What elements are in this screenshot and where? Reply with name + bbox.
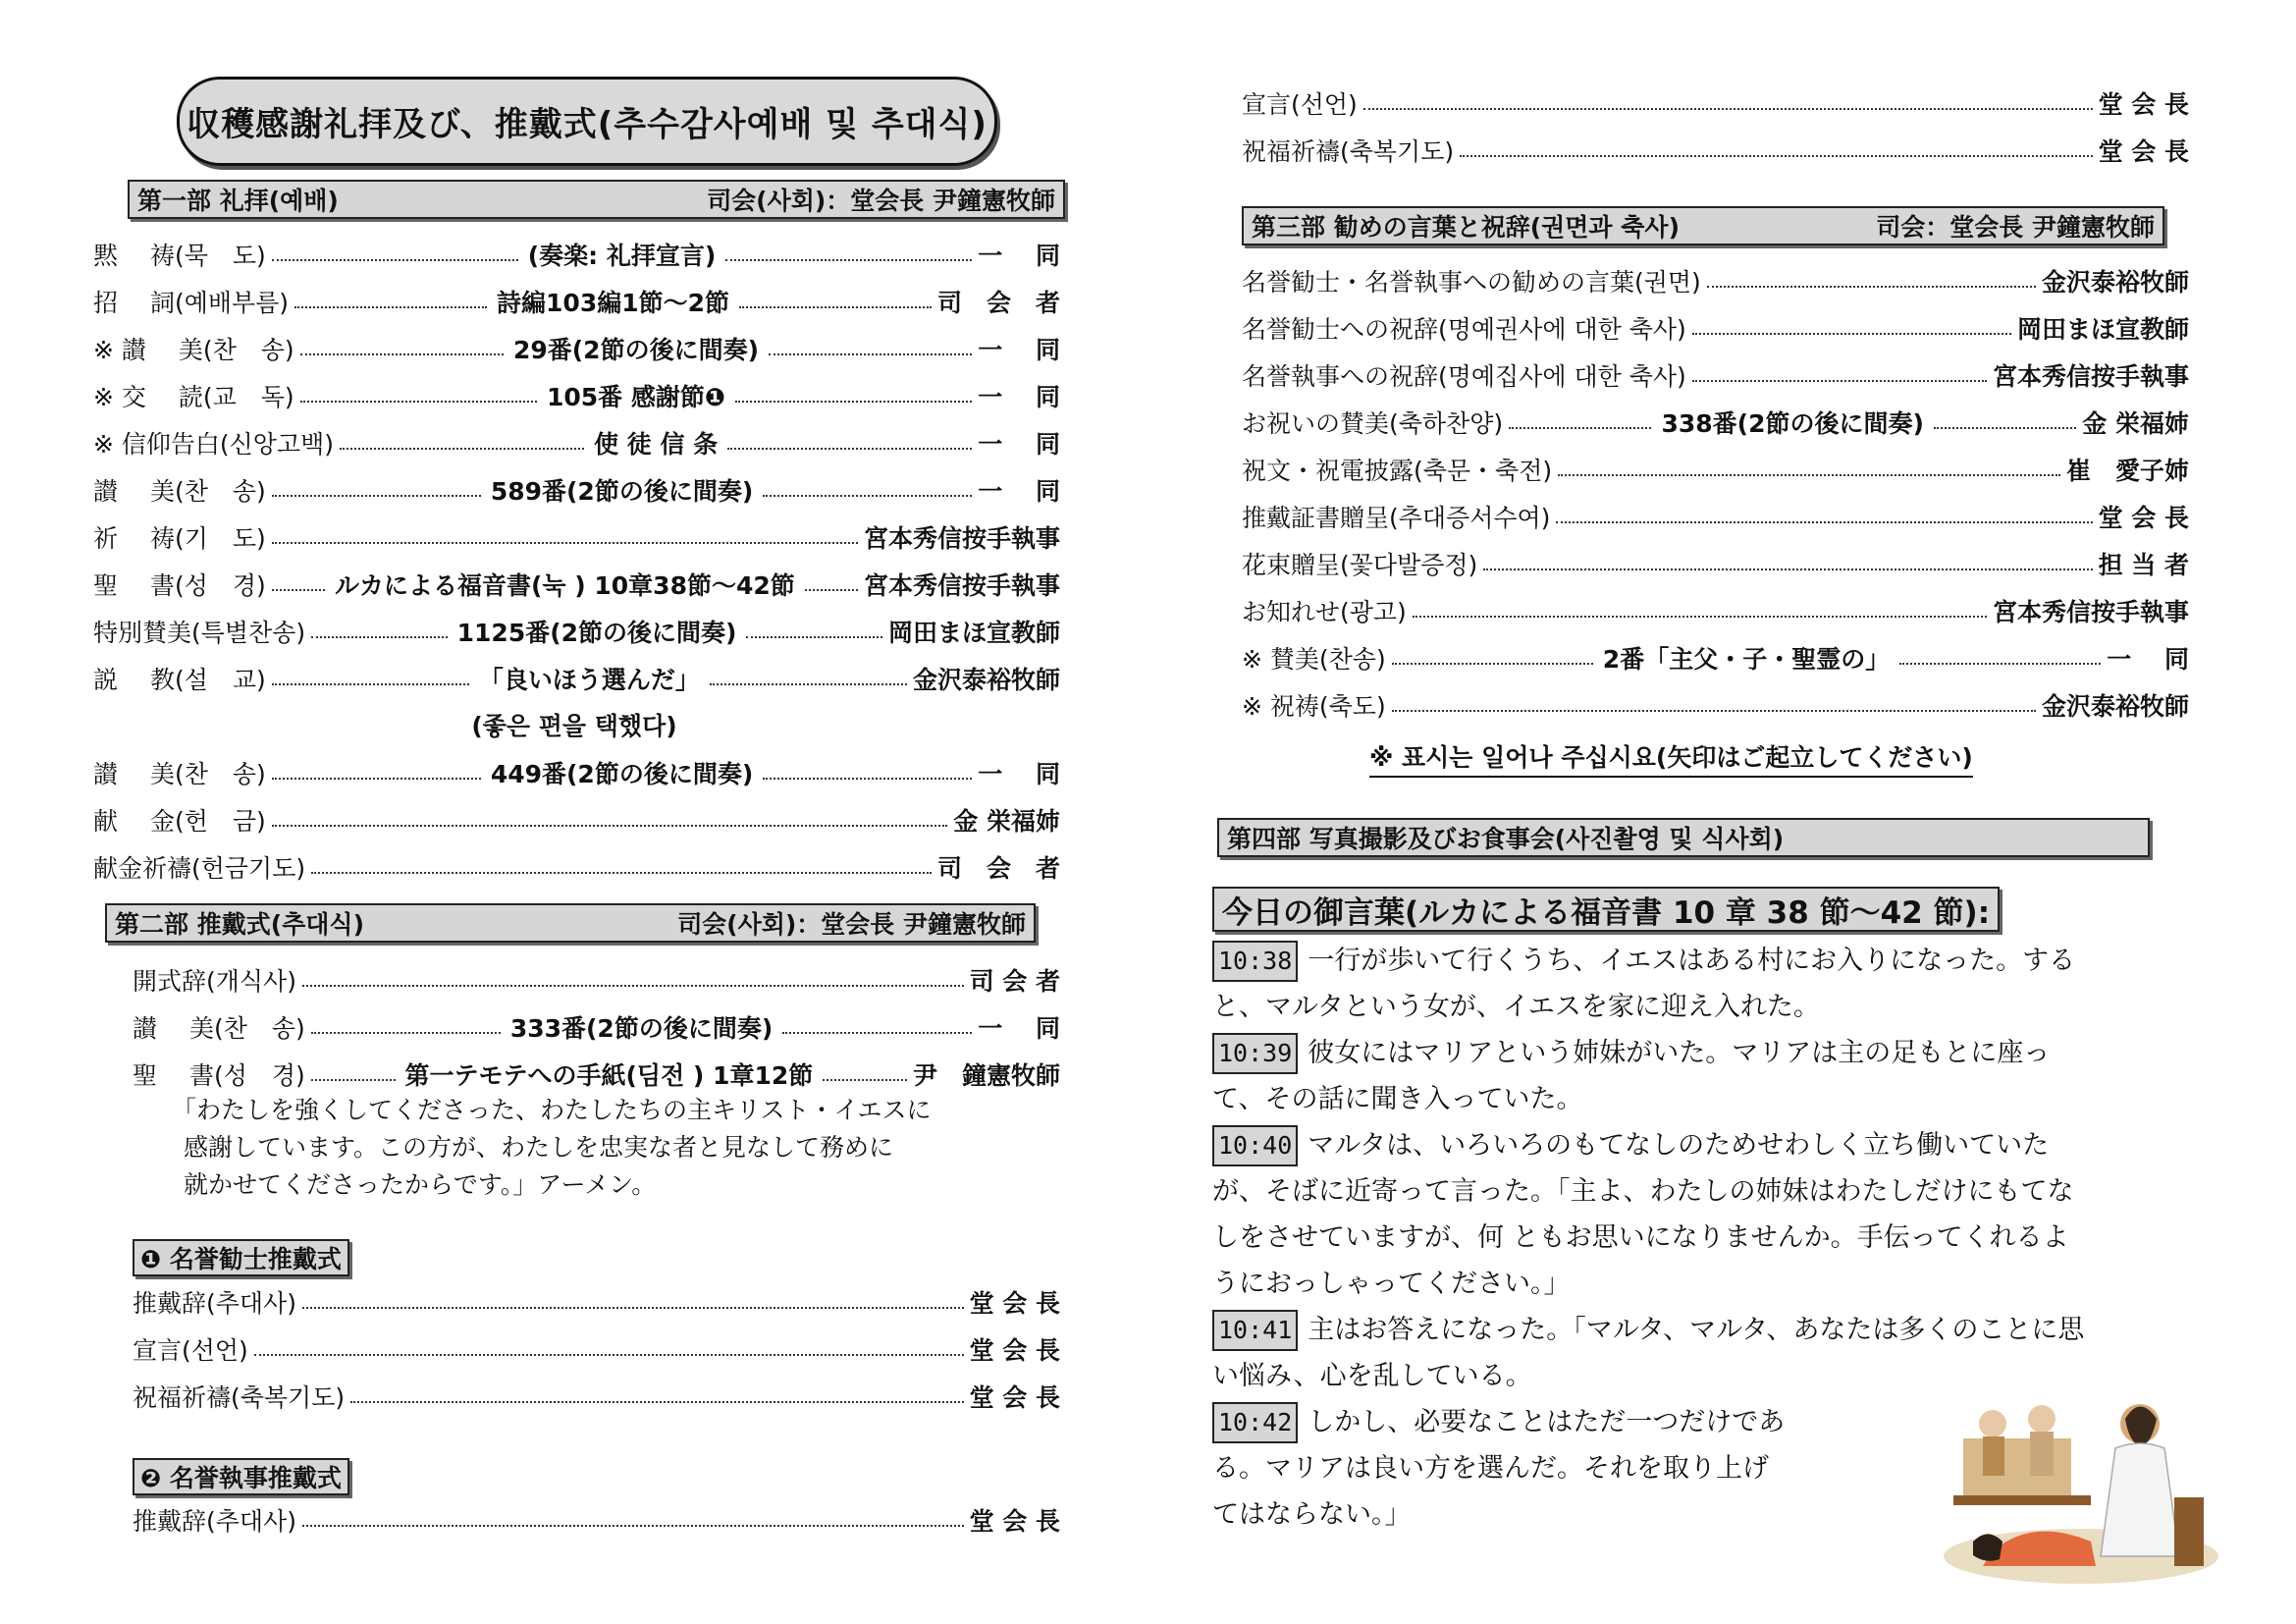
- item-person: 堂 会 長: [2098, 90, 2189, 119]
- verse-line: [1212, 938, 2204, 984]
- leader-dots: [746, 636, 882, 638]
- item-person: 岡田まほ宣教師: [888, 619, 1061, 647]
- item-label: 特別賛美(특별찬송): [93, 619, 306, 647]
- item-detail: 105番 感謝節❶: [546, 383, 725, 411]
- leader-dots: [1707, 286, 2036, 288]
- leader-dots: [1392, 710, 2036, 712]
- verse-10-38: [1212, 938, 2204, 1030]
- leader-dots: [739, 306, 932, 308]
- leader-dots: [302, 1525, 964, 1527]
- item-person: 司 会 者: [969, 967, 1060, 996]
- item-detail: 1125番(2節の後に間奏): [456, 619, 737, 647]
- item-label: 推戴証書贈呈(추대증서수여): [1242, 504, 1551, 532]
- item-detail: ルカによる福音書(눅 ) 10章38節～42節: [334, 571, 795, 600]
- item-label: ※ 信仰告白(신앙고백): [93, 430, 335, 459]
- item-detail: 449番(2節の後に間奏): [490, 760, 754, 788]
- part3-row: [1242, 355, 2189, 395]
- item-person: 金 栄福姉: [2082, 409, 2190, 438]
- part1-row: [93, 376, 1060, 415]
- leader-dots: [1392, 663, 1593, 665]
- leader-dots: [272, 542, 858, 544]
- item-label: 讃 美(찬 송): [133, 1014, 305, 1043]
- item-detail: (奏楽: 礼拝宣言): [527, 242, 717, 270]
- leader-dots: [311, 872, 932, 874]
- item-label: 黙 祷(묵 도): [93, 242, 266, 270]
- item-label: 花束贈呈(꽃다발증정): [1242, 551, 1478, 579]
- verse-number: 10:42: [1212, 1402, 1298, 1443]
- part2-row: [133, 960, 1060, 1000]
- verse-line: [1212, 1215, 2204, 1261]
- leader-dots: [311, 1079, 396, 1081]
- leader-dots: [340, 448, 584, 450]
- item-label: 名誉執事への祝辞(명예집사에 대한 축사): [1242, 362, 1686, 391]
- item-detail: 338番(2節の後に間奏): [1661, 409, 1924, 438]
- item-person: 堂 会 長: [969, 1507, 1060, 1536]
- part1-row: [93, 282, 1060, 321]
- verse-text: うにおっしゃってください。」: [1212, 1269, 1571, 1299]
- part3-row: [1242, 591, 2189, 630]
- part3-row: [1242, 403, 2189, 442]
- right-top-row: [1242, 131, 2189, 170]
- leader-dots: [300, 353, 504, 355]
- leader-dots: [272, 259, 518, 261]
- item-person: 一 同: [2107, 645, 2190, 674]
- leader-dots: [254, 1354, 964, 1356]
- item-person: 金沢泰裕牧師: [913, 666, 1061, 694]
- verse-number: 10:38: [1212, 941, 1298, 982]
- part3-heading: 第三部 勧めの言葉と祝辞(권면과 축사) 司会：堂会長 尹鐘憲牧師: [1242, 206, 2164, 245]
- leader-dots: [272, 495, 481, 497]
- leader-dots: [710, 683, 907, 685]
- leader-dots: [805, 589, 858, 591]
- item-person: 金沢泰裕牧師: [2041, 692, 2189, 721]
- item-person: 金 栄福姉: [953, 807, 1060, 836]
- leader-dots: [763, 495, 972, 497]
- item-label: 祝文・祝電披露(축문・축전): [1242, 457, 1553, 485]
- part1-row: [93, 517, 1060, 557]
- part4-heading: 第四部 写真撮影及びお食事会(사진촬영 및 식사회): [1217, 818, 2150, 857]
- verse-line: [1212, 1307, 2204, 1353]
- sub2-heading: ❷ 名誉執事推戴式: [133, 1458, 349, 1495]
- item-label: 推戴辞(추대사): [133, 1289, 296, 1318]
- item-detail: 29番(2節の後に間奏): [512, 336, 759, 364]
- leader-dots: [302, 1307, 964, 1309]
- leader-dots: [1413, 616, 1987, 618]
- item-person: 宮本秀信按手執事: [1992, 362, 2189, 391]
- part3-row: [1242, 497, 2189, 536]
- item-label: 招 詞(예배부름): [93, 289, 290, 317]
- sub1-row: [133, 1329, 1060, 1369]
- item-label: お祝いの賛美(축하찬양): [1242, 409, 1504, 438]
- leader-dots: [294, 306, 487, 308]
- jesus-martha-mary-illustration: [1934, 1380, 2218, 1586]
- item-person: 宮本秀信按手執事: [863, 524, 1060, 553]
- leader-dots: [302, 985, 964, 987]
- item-label: 聖 書(성 경): [93, 571, 266, 600]
- part1-row: [93, 470, 1060, 510]
- part1-row: [93, 659, 1060, 698]
- scripture-heading: 今日の御言葉(ルカによる福音書 10 章 38 節～42 節):: [1212, 887, 2000, 932]
- part3-row: [1242, 638, 2189, 677]
- item-label: 開式辞(개식사): [133, 967, 296, 996]
- item-label: 讃 美(찬 송): [93, 760, 266, 788]
- part1-row: [93, 612, 1060, 651]
- leader-dots: [727, 448, 972, 450]
- item-person: 堂 会 長: [969, 1383, 1060, 1412]
- part3-row: [1242, 450, 2189, 489]
- item-label: 説 教(설 교): [93, 666, 266, 694]
- verse-10-39: [1212, 1030, 2204, 1122]
- leader-dots: [1692, 333, 2011, 335]
- verse-text: と、マルタという女が、イエスを家に迎え入れた。: [1212, 992, 1820, 1022]
- leader-dots: [350, 1401, 963, 1403]
- part1-row: [93, 565, 1060, 604]
- item-label: 名誉勧士への祝辞(명예권사에 대한 축사): [1242, 315, 1686, 344]
- part1b-row: [93, 753, 1060, 792]
- verse-text: 彼女にはマリアという姉妹がいた。マリアは主の足もとに座っ: [1308, 1038, 2051, 1068]
- part3-row: [1242, 261, 2189, 300]
- leader-dots: [1899, 663, 2101, 665]
- sub1-row: [133, 1282, 1060, 1322]
- leader-dots: [272, 778, 481, 780]
- leader-dots: [1363, 108, 2093, 110]
- leader-dots: [1556, 521, 2092, 523]
- leader-dots: [823, 1079, 907, 1081]
- verse-text: る。マリアは良い方を選んだ。それを取り上げ: [1212, 1453, 1769, 1484]
- part2-row: [133, 1055, 1060, 1094]
- item-label: お知れせ(광고): [1242, 598, 1407, 626]
- item-person: 一 同: [978, 383, 1060, 411]
- leader-dots: [1934, 427, 2076, 429]
- item-person: 金沢泰裕牧師: [2041, 268, 2189, 297]
- item-detail: 2番「主父・子・聖霊の」: [1602, 645, 1891, 674]
- scripture-quote: 「わたしを強くしてくださった、わたしたちの主キリスト・イエスに 感謝しています。この方が、わたしを忠実な者と見なして務めに 就かせてくださったからです。」アーメン。: [172, 1096, 932, 1199]
- item-person: 尹 鐘憲牧師: [912, 1061, 1060, 1090]
- item-person: 一 同: [978, 336, 1061, 364]
- item-label: 讃 美(찬 송): [93, 477, 266, 506]
- verse-10-40: [1212, 1122, 2204, 1307]
- verse-line: [1212, 1076, 2204, 1122]
- leader-dots: [1483, 568, 2092, 570]
- item-label: 宣言(선언): [133, 1336, 248, 1365]
- verse-line: [1212, 1261, 2204, 1307]
- item-person: 一 同: [978, 242, 1061, 270]
- leader-dots: [735, 401, 972, 403]
- leader-dots: [272, 589, 325, 591]
- verse-text: しをさせていますが、何 ともお思いになりませんか。手伝ってくれるよ: [1212, 1222, 2069, 1253]
- sub2-row: [133, 1500, 1060, 1540]
- item-person: 一 同: [978, 1014, 1061, 1043]
- item-detail: 333番(2節の後に間奏): [509, 1014, 774, 1043]
- leader-dots: [311, 636, 448, 638]
- item-label: 祈 祷(기 도): [93, 524, 266, 553]
- sub1-heading: ❶ 名誉勧士推戴式: [133, 1239, 349, 1276]
- item-label: ※ 賛美(찬송): [1242, 645, 1386, 674]
- leader-dots: [1509, 427, 1651, 429]
- item-person: 一 同: [978, 760, 1061, 788]
- verse-text: 主はお答えになった。「マルタ、マルタ、あなたは多くのことに思: [1308, 1315, 2085, 1345]
- item-person: 堂 会 長: [969, 1289, 1060, 1318]
- verse-line: [1212, 1122, 2204, 1168]
- part2-row: [133, 1007, 1060, 1047]
- leader-dots: [272, 683, 469, 685]
- leader-dots: [300, 401, 537, 403]
- item-person: 堂 会 長: [969, 1336, 1060, 1365]
- verse-line: [1212, 984, 2204, 1030]
- verse-text: 一行が歩いて行くうち、イエスはある村にお入りになった。する: [1308, 946, 2076, 976]
- verse-text: てはならない。」: [1212, 1499, 1412, 1530]
- part1-row: [93, 235, 1060, 274]
- verse-text: い悩み、心を乱している。: [1212, 1361, 1532, 1391]
- item-label: 献 金(헌 금): [93, 807, 266, 836]
- item-label: 名誉勧士・名誉執事への勧めの言葉(권면): [1242, 268, 1701, 297]
- verse-text: マルタは、いろいろのもてなしのためせわしく立ち働いていた: [1308, 1130, 2050, 1161]
- item-person: 司 会 者: [936, 289, 1060, 317]
- part2-heading: 第二部 推戴式(추대식) 司会(사회)：堂会長 尹鐘憲牧師: [105, 903, 1036, 943]
- item-label: ※ 讃 美(찬 송): [93, 336, 294, 364]
- item-person: 堂 会 長: [2098, 504, 2189, 532]
- verse-text: が、そばに近寄って言った。「主よ、わたしの姉妹はわたしだけにもてな: [1212, 1176, 2074, 1207]
- item-label: 宣言(선언): [1242, 90, 1358, 119]
- leader-dots: [763, 778, 972, 780]
- sub1-row: [133, 1377, 1060, 1416]
- item-label: ※ 祝祷(축도): [1242, 692, 1386, 721]
- item-person: 宮本秀信按手執事: [863, 571, 1060, 600]
- item-person: 崔 愛子姉: [2065, 457, 2189, 485]
- leader-dots: [769, 353, 972, 355]
- item-label: ※ 交 読(교 독): [93, 383, 294, 411]
- leader-dots: [272, 825, 948, 827]
- leader-dots: [1460, 155, 2092, 157]
- item-label: 祝福祈禱(축복기도): [1242, 137, 1455, 166]
- item-person: 宮本秀信按手執事: [1992, 598, 2189, 626]
- verse-line: [1212, 1168, 2204, 1215]
- item-person: 司 会 者: [936, 854, 1060, 883]
- leader-dots: [311, 1032, 501, 1034]
- page-title: 収穫感謝礼拝及び、推戴式(추수감사예배 및 추대식): [177, 77, 997, 166]
- item-person: 担 当 者: [2098, 551, 2189, 579]
- item-detail: 「良いほう選んだ」: [478, 666, 700, 694]
- item-person: 一 同: [978, 477, 1061, 506]
- leader-dots: [1692, 380, 1987, 382]
- part1b-row: [93, 800, 1060, 839]
- item-label: 献金祈禱(헌금기도): [93, 854, 306, 883]
- item-label: 祝福祈禱(축복기도): [133, 1383, 346, 1412]
- item-detail: 使 徒 信 条: [594, 430, 719, 459]
- sermon-korean: (좋은 편을 택했다): [471, 712, 677, 740]
- leader-dots: [782, 1032, 972, 1034]
- item-label: 聖 書(성 경): [133, 1061, 305, 1090]
- part3-row: [1242, 544, 2189, 583]
- item-detail: 第一テモテへの手紙(딤전 ) 1章12節: [404, 1061, 814, 1090]
- leader-dots: [1558, 474, 2060, 476]
- verse-number: 10:40: [1212, 1125, 1298, 1166]
- part3-row: [1242, 685, 2189, 725]
- part1-heading: 第一部 礼拝(예배) 司会(사회)：堂会長 尹鐘憲牧師: [128, 180, 1065, 219]
- part1b-row: [93, 847, 1060, 887]
- item-detail: 589番(2節の後に間奏): [490, 477, 754, 506]
- item-detail: 詩編103編1節～2節: [497, 289, 730, 317]
- verse-text: て、その話に聞き入っていた。: [1212, 1084, 1583, 1114]
- right-top-row: [1242, 83, 2189, 123]
- verse-number: 10:39: [1212, 1033, 1298, 1074]
- part1-row: [93, 329, 1060, 368]
- item-label: 推戴辞(추대사): [133, 1507, 296, 1536]
- verse-line: [1212, 1030, 2204, 1076]
- standing-notice: ※ 표시는 일어나 주십시요(矢印はご起立してください): [1369, 738, 1973, 778]
- item-person: 堂 会 長: [2098, 137, 2189, 166]
- verse-text: しかし、必要なことはただ一つだけであ: [1308, 1407, 1786, 1437]
- leader-dots: [725, 259, 972, 261]
- item-person: 岡田まほ宣教師: [2016, 315, 2189, 344]
- item-person: 一 同: [978, 430, 1061, 459]
- part1-row: [93, 423, 1060, 462]
- verse-number: 10:41: [1212, 1310, 1298, 1351]
- part3-row: [1242, 308, 2189, 348]
